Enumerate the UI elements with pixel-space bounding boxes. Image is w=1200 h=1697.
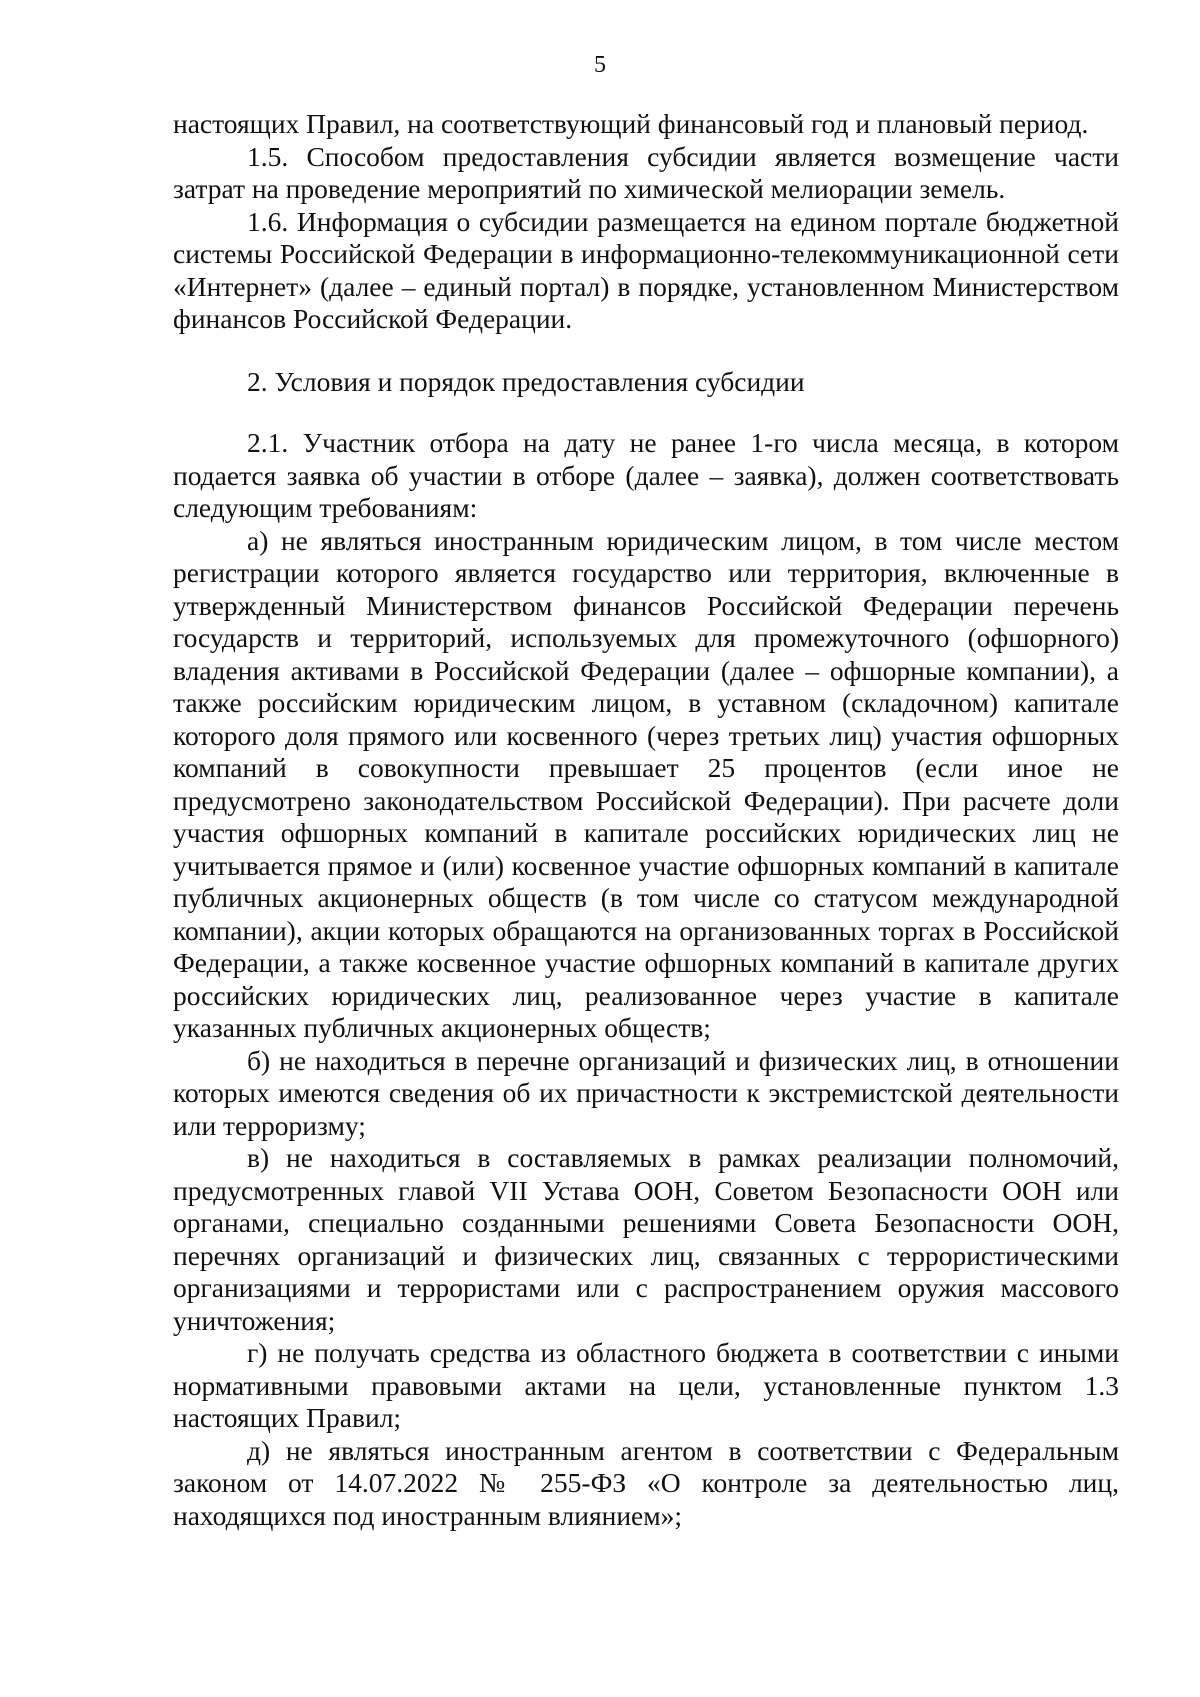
document-body	[173, 108, 1119, 1532]
paragraph-1-6: 1.6. Информация о субсидии размещается на едином портале бюджетной системы Российской Федерации в информационно-телекоммуникационной сети «Интернет» (далее – единый портал) в порядке, установленном Министерством финансов Российской Федерации.	[173, 205, 1119, 334]
paragraph-2-1-b: б) не находиться в перечне организаций и физических лиц, в отношении которых имеются сведения об их причастности к экстремистской деятельности или терроризму;	[173, 1044, 1119, 1141]
paragraph-2-1: 2.1. Участник отбора на дату не ранее 1-го числа месяца, в котором подается заявка об участии в отборе (далее – заявка), должен соответствовать следующим требованиям:	[173, 427, 1119, 523]
paragraph-2-1-g: г) не получать средства из областного бюджета в соответствии с иными нормативными правовыми актами на цели, установленные пунктом 1.3 настоящих Правил;	[173, 1337, 1119, 1433]
page-number: 5	[594, 52, 606, 78]
paragraph-2-1-a: а) не являться иностранным юридическим лицом, в том числе местом регистрации которого является государство или территория, включенные в утвержденный Министерством финансов Российской Федерации перечень государств и территорий, используемых для промежуточного (офшорного) владения активами в Российской Федерации (далее – офшорные компании), а также российским юридическим лицом, в уставном (складочном) капитале которого доля прямого или косвенного (через третьих лиц) участия офшорных компаний в совокупности превышает 25 процентов (если иное не предусмотрено законодательством Российской Федерации). При расчете доли участия офшорных компаний в капитале российских юридических лиц не учитывается прямое и (или) косвенное участие офшорных компаний в капитале публичных акционерных обществ (в том числе со статусом международной компании), акции которых обращаются на организованных торгах в Российской Федерации, а также косвенное участие офшорных компаний в капитале других российских юридических лиц, реализованное через участие в капитале указанных публичных акционерных обществ;	[173, 524, 1119, 1043]
paragraph-2-1-v: в) не находиться в составляемых в рамках реализации полномочий, предусмотренных главой VII Устава ООН, Советом Безопасности ООН или органами, специально созданными решениями Совета Безопасности ООН, перечнях организаций и физических лиц, связанных с террористическими организациями и террористами или с распространением оружия массового уничтожения;	[173, 1142, 1119, 1336]
paragraph-1-5: 1.5. Способом предоставления субсидии является возмещение части затрат на проведение мероприятий по химической мелиорации земель.	[173, 140, 1119, 204]
section-heading-2: 2. Условия и порядок предоставления субсидии	[247, 365, 805, 397]
paragraph-continuation: настоящих Правил, на соответствующий финансовый год и плановый период.	[173, 108, 1089, 139]
paragraph-2-1-d: д) не являться иностранным агентом в соответствии с Федеральным законом от 14.07.2022 № 255-ФЗ «О контроле за деятельностью лиц, находящихся под иностранным влиянием»;	[173, 1434, 1119, 1531]
